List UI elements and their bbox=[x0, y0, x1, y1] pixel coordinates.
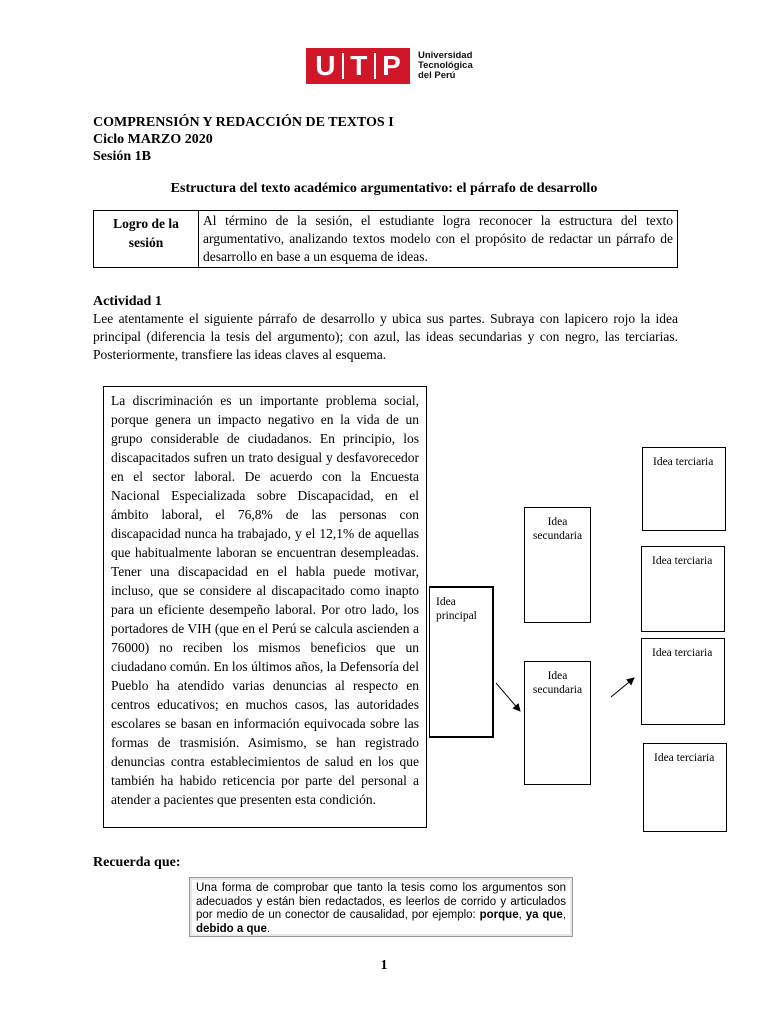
activity-instructions: Lee atentamente el siguiente párrafo de desarrollo y ubica sus partes. Subraya con lapicero rojo la idea principal (diferencia la tesis del argumento); con azul, las ideas secundarias y con negro, las terciarias. Posteriormente, transfiere las ideas claves al esquema. bbox=[93, 311, 678, 362]
session-label: Sesión 1B bbox=[93, 149, 151, 164]
idea-terciaria-label: Idea terciaria bbox=[654, 752, 715, 764]
page-title: Estructura del texto académico argumentativo: el párrafo de desarrollo bbox=[170, 181, 598, 196]
idea-secundaria-label: Idea secundaria bbox=[532, 516, 583, 542]
idea-secundaria-box-2[interactable] bbox=[524, 661, 591, 785]
idea-principal-label: Idea principal bbox=[436, 596, 477, 622]
idea-terciaria-box-4[interactable] bbox=[643, 743, 727, 832]
logo-line: Tecnológica bbox=[418, 60, 473, 71]
recuerda-title: Recuerda que: bbox=[93, 855, 181, 870]
passage-box: La discriminación es un importante problema social, porque genera un impacto negativo en la vida de un grupo considerable de ciudadanos. En principio, los discapacitados sufren un trato desigual y desfavorecedor en el sector laboral. De acuerdo con la Encuesta Nacional Especializada sobre Discapacidad, en el ámbito laboral, el 76,8% de las personas con discapacidad nunca ha trabajado, y el 12,1% de aquellas que habitualmente laboran se encuentran desempleadas. Tener una discapacidad en el habla puede motivar, incluso, que se considere al discapacitado como inapto para un eficiente desempeño laboral. Por otro lado, los portadores de VIH (que en el Perú se calcula ascienden a 76000) no reciben los mismos beneficios que un ciudadano común. En los últimos años, la Defensoría del Pueblo ha atendido varias denuncias al respecto en centros educativos; en muchos casos, las autoridades escolares se basan en información equivocada sobre las formas de trasmisión. Asimismo, se han registrado denuncias contra establecimientos de salud en los que también ha habido reticencia por parte del personal a atender a pacientes que presenten esta condición. bbox=[103, 386, 427, 828]
logo-letter-u: U bbox=[315, 50, 336, 81]
activity-title: Actividad 1 bbox=[93, 294, 162, 309]
idea-terciaria-box-3[interactable] bbox=[641, 638, 725, 725]
note-separator: , bbox=[518, 909, 526, 921]
arrow-principal-to-secundaria bbox=[496, 683, 520, 711]
logo-letter-p: P bbox=[382, 50, 401, 81]
cycle-label: Ciclo MARZO 2020 bbox=[93, 132, 213, 147]
recuerda-note bbox=[189, 877, 573, 937]
connector-ya-que: ya que bbox=[525, 909, 563, 921]
idea-secundaria-label: Idea secundaria bbox=[532, 670, 583, 696]
logo-line: del Perú bbox=[418, 70, 456, 81]
logo-line: Universidad bbox=[418, 50, 473, 61]
arrow-secundaria-to-terciaria bbox=[611, 678, 634, 697]
connector-porque: porque bbox=[479, 909, 519, 921]
logro-text: Al término de la sesión, el estudiante logra reconocer la estructura del texto argumentativo, analizando textos modelo con el propósito de redactar un párrafo de desarrollo en base a un esquema de ideas. bbox=[199, 211, 678, 268]
idea-secundaria-box-1[interactable] bbox=[524, 507, 591, 623]
page-number: 1 bbox=[380, 958, 388, 973]
note-separator: , bbox=[562, 909, 567, 921]
note-text: Una forma de comprobar que tanto la tesis como los argumentos son adecuados y están bien redactados, es leerlos de corrido y articulados por medio de un conector de causalidad, por ejemplo: bbox=[196, 882, 566, 921]
logo-letter-t: T bbox=[350, 50, 368, 81]
idea-terciaria-box-2[interactable] bbox=[641, 546, 725, 632]
idea-terciaria-label: Idea terciaria bbox=[652, 647, 713, 659]
connector-debido-a-que: debido a que bbox=[196, 922, 267, 935]
course-title: COMPRENSIÓN Y REDACCIÓN DE TEXTOS I bbox=[93, 115, 394, 130]
note-end: . bbox=[266, 922, 271, 935]
idea-terciaria-label: Idea terciaria bbox=[653, 456, 714, 468]
idea-principal-box[interactable] bbox=[429, 586, 494, 738]
idea-terciaria-box-1[interactable] bbox=[642, 447, 726, 531]
logro-label: Logro de la sesión bbox=[94, 211, 199, 268]
idea-terciaria-label: Idea terciaria bbox=[652, 555, 713, 567]
